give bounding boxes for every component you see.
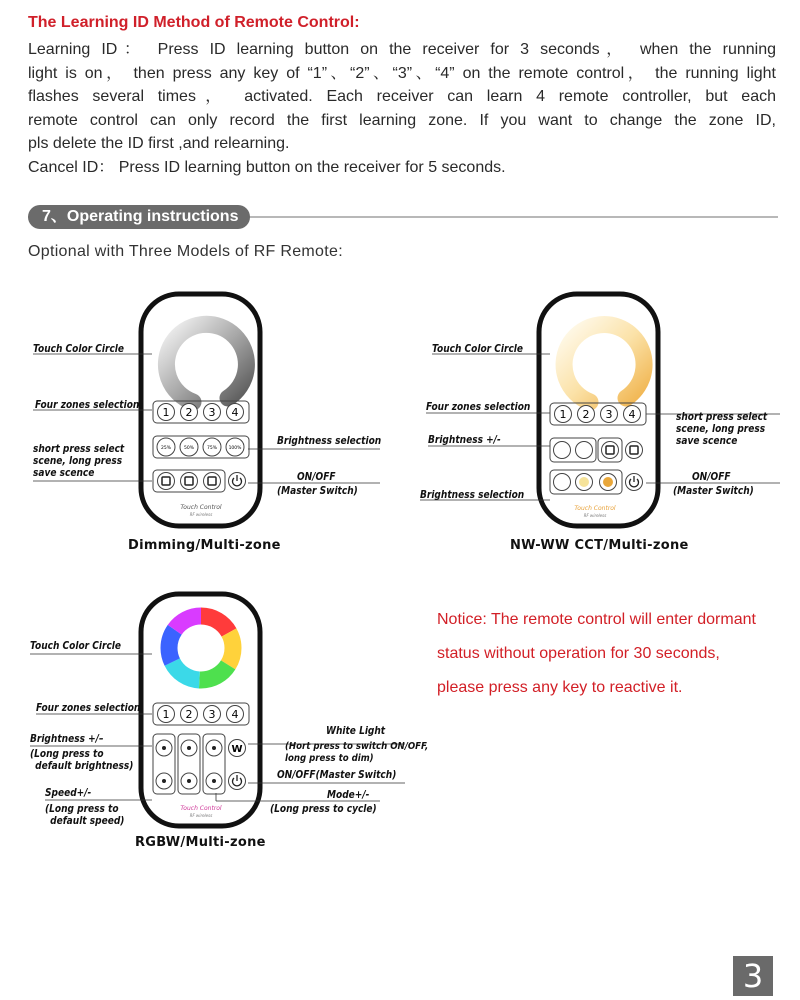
learning-line: remote control can only record the first learning zone. If you want to change the zone ID, [28,111,776,129]
master-label: (Master Switch) [673,485,754,497]
pct-key-label: 75% [206,446,218,451]
speed-note [45,803,124,827]
white-note-line: (Hort press to switch ON/OFF, [285,741,429,752]
zone-key-label: 3 [605,408,613,421]
brightness-selection-label: Brightness selection [420,489,525,501]
brand-text: Touch Control [180,504,222,511]
master-text: (Master Switch) [315,769,397,781]
brightness-note-line: (Long press to [30,748,104,760]
master-label: (Master Switch) [277,485,358,497]
zone-key-label: 2 [185,406,193,419]
zone-key-label: 3 [208,708,216,721]
speed-note-line: (Long press to [45,803,119,815]
zone-key-label: 4 [231,406,239,419]
zones-label: Four zones selection [35,399,140,411]
scene-label-line: scene, long press [676,423,766,435]
brightness-pm-label: Brightness +/- [428,434,501,446]
learning-heading: The Learning ID Method of Remote Control: [28,14,360,31]
touch-circle-label: Touch Color Circle [33,343,125,355]
learning-line: pls delete the ID first ,and relearning. [28,135,290,152]
onoff-text: ON/OFF [277,769,316,781]
learning-line: Cancel ID： Press ID learning button on the receiver for 5 seconds. [28,158,506,176]
brand-subtext: RF wireless [189,813,213,818]
scene-label [676,411,767,447]
rgbw-caption: RGBW/Multi-zone [135,835,266,850]
white-key-label: W [231,744,243,755]
zone-key-label: 1 [162,406,170,419]
zones-label: Four zones selection [426,401,531,413]
zone-key-label: 1 [559,408,567,421]
notice-line: status without operation for 30 seconds, [437,645,720,662]
learning-paragraph [28,38,776,179]
brand-text: Touch Control [574,505,616,512]
white-light-label: White Light [326,725,386,737]
section-intro: Optional with Three Models of RF Remote: [28,243,343,260]
scene-label-line: short press select [676,411,768,423]
white-note-line: long press to dim) [285,753,374,764]
learning-line: light is on， then press any key of “1”、“2”、“3”、“4” on the remote control， the running light [28,64,776,82]
section-title: 7、Operating instructions [28,205,250,229]
zone-key-label: 4 [628,408,636,421]
white-light-note [285,741,428,765]
mode-note: (Long press to cycle) [270,803,377,815]
scene-label-line: save scence [676,435,738,447]
onoff-label [277,769,396,781]
learning-line: flashes several times， activated. Each receiver can learn 4 remote controller, but each [28,88,776,105]
dimming-caption: Dimming/Multi-zone [128,538,281,553]
zones-label: Four zones selection [36,702,141,714]
scene-label-line: scene, long press [33,455,123,467]
zone-key-label: 4 [231,708,239,721]
cct-caption: NW-WW CCT/Multi-zone [510,538,689,553]
brightness-note [30,748,133,772]
touch-circle-label: Touch Color Circle [30,640,122,652]
brand-subtext: RF wireless [189,512,213,517]
page-number: 3 [733,956,773,996]
touch-circle-label: Touch Color Circle [432,343,524,355]
notice-line: please press any key to reactive it. [437,679,683,696]
scene-label-line: short press select [33,443,125,455]
onoff-label: ON/OFF [692,471,731,483]
brand-text: Touch Control [180,805,222,812]
pct-key-label: 25% [160,446,172,451]
brand-subtext: RF wireless [583,513,607,518]
brightness-label: Brightness +/– [30,733,104,745]
brightness-note-line: default brightness) [35,760,134,772]
zone-key-label: 2 [185,708,193,721]
learning-line: Learning ID： Press ID learning button on the receiver for 3 seconds， when the running [28,41,776,58]
zone-key-label: 2 [582,408,590,421]
zone-key-label: 3 [208,406,216,419]
scene-label [33,443,124,479]
mode-label: Mode+/- [327,789,370,801]
notice-line: Notice: The remote control will enter dormant [437,611,756,628]
brightness-label: Brightness selection [277,435,382,447]
onoff-label: ON/OFF [297,471,336,483]
pct-key-label: 100% [228,446,242,451]
zone-key-label: 1 [162,708,170,721]
pct-key-label: 50% [183,446,195,451]
speed-note-line: default speed) [50,815,125,827]
scene-label-line: save scence [33,467,95,479]
speed-label: Speed+/- [45,787,92,799]
